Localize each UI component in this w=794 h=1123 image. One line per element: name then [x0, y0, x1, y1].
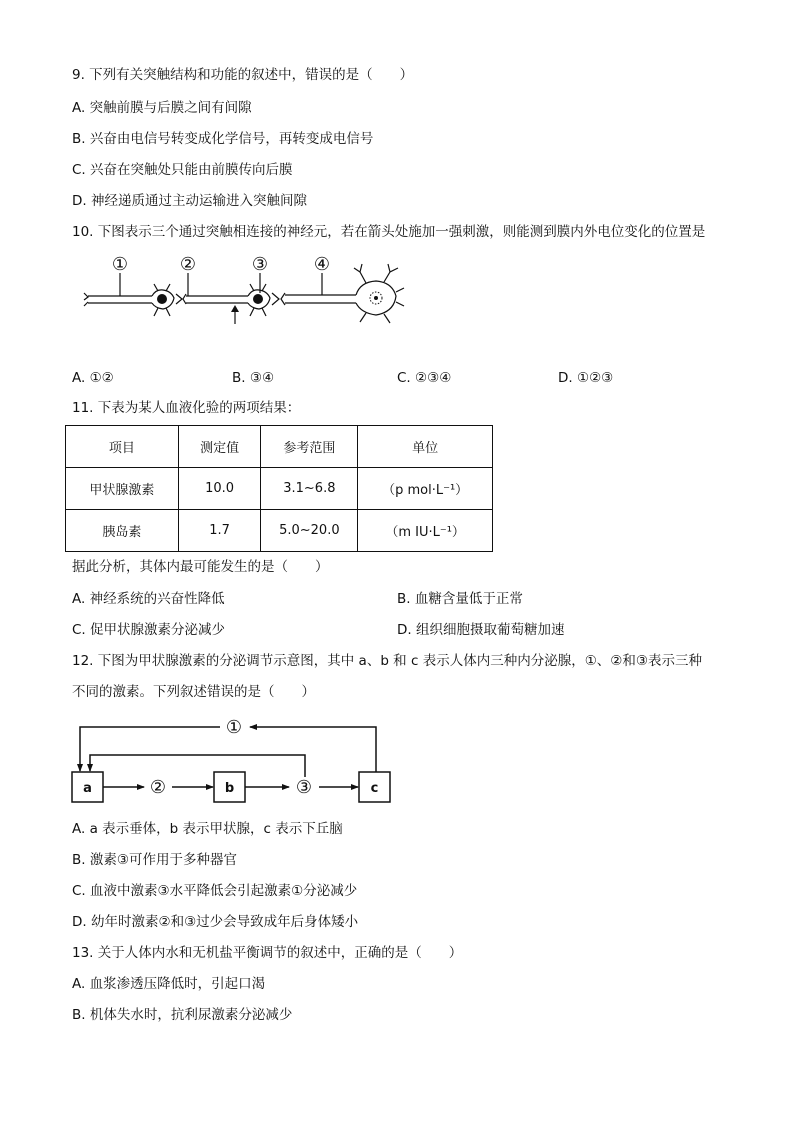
thyroid-regulation-diagram — [60, 705, 405, 813]
table-cell: 10.0 — [178, 468, 261, 510]
hormone-label-1: ① — [225, 717, 243, 738]
gland-label-b: b — [224, 781, 235, 796]
q11-option-b: B. 血糖含量低于正常 — [397, 591, 523, 607]
blood-test-table — [65, 425, 493, 552]
feedback-arrow-3-to-a — [90, 755, 305, 777]
q13-option-a: A. 血浆渗透压降低时，引起口渴 — [72, 976, 266, 992]
header-cell: 参考范围 — [261, 426, 358, 468]
q9-stem: 9. 下列有关突触结构和功能的叙述中，错误的是（ ） — [72, 67, 414, 83]
stimulus-arrowhead — [231, 305, 239, 312]
table-cell: （p mol·L⁻¹） — [358, 468, 493, 510]
q9-option-a: A. 突触前膜与后膜之间有间隙 — [72, 100, 252, 116]
q13-stem: 13. 关于人体内水和无机盐平衡调节的叙述中，正确的是（ ） — [72, 945, 463, 961]
q10-option-b: B. ③④ — [232, 370, 275, 386]
q11-option-c: C. 促甲状腺激素分泌减少 — [72, 622, 226, 638]
header-cell: 测定值 — [178, 426, 261, 468]
q9-option-d: D. 神经递质通过主动运输进入突触间隙 — [72, 193, 307, 209]
table-cell: 5.0~20.0 — [261, 510, 358, 552]
synapse-2 — [272, 293, 279, 305]
label-4: ④ — [313, 254, 331, 275]
q12-option-c: C. 血液中激素③水平降低会引起激素①分泌减少 — [72, 883, 358, 899]
q11-question: 据此分析，其体内最可能发生的是（ ） — [72, 559, 329, 575]
table-cell: 3.1~6.8 — [261, 468, 358, 510]
table-header-row — [66, 426, 493, 468]
neuron-chain-diagram — [70, 248, 415, 330]
q12-stem-line-2: 不同的激素。下列叙述错误的是（ ） — [72, 684, 315, 700]
hormone-label-2: ② — [149, 777, 167, 798]
table-row — [66, 510, 493, 552]
table-row — [66, 468, 493, 510]
arrow-1-to-a — [80, 727, 220, 771]
label-1: ① — [111, 254, 129, 275]
q12-option-b: B. 激素③可作用于多种器官 — [72, 852, 237, 868]
nucleus-2 — [157, 294, 167, 304]
q12-stem-line-1: 12. 下图为甲状腺激素的分泌调节示意图，其中 a、b 和 c 表示人体内三种内分泌腺，①、②和③表示三种 — [72, 653, 702, 669]
table-cell: 甲状腺激素 — [66, 468, 179, 510]
table-cell: 1.7 — [178, 510, 261, 552]
table-cell: （m IU·L⁻¹） — [358, 510, 493, 552]
gland-label-a: a — [83, 781, 92, 796]
hormone-label-3: ③ — [295, 777, 313, 798]
q11-stem: 11. 下表为某人血液化验的两项结果： — [72, 400, 301, 416]
q9-option-b: B. 兴奋由电信号转变成化学信号，再转变成电信号 — [72, 131, 374, 147]
q11-option-d: D. 组织细胞摄取葡萄糖加速 — [397, 622, 565, 638]
nucleolus-4 — [374, 296, 378, 300]
label-2: ② — [179, 254, 197, 275]
q11-option-a: A. 神经系统的兴奋性降低 — [72, 591, 225, 607]
header-cell: 项目 — [66, 426, 179, 468]
q10-option-c: C. ②③④ — [397, 370, 452, 386]
q10-option-d: D. ①②③ — [558, 370, 614, 386]
arrow-c-to-1 — [250, 727, 376, 772]
gland-label-c: c — [370, 781, 379, 796]
neuron-2 — [183, 294, 248, 304]
neuron-1 — [84, 293, 152, 306]
q12-option-d: D. 幼年时激素②和③过少会导致成年后身体矮小 — [72, 914, 359, 930]
axon-terminal — [281, 293, 285, 305]
neuron-3 — [281, 264, 404, 323]
label-3: ③ — [251, 254, 269, 275]
q9-option-c: C. 兴奋在突触处只能由前膜传向后膜 — [72, 162, 293, 178]
q12-option-a: A. a 表示垂体，b 表示甲状腺，c 表示下丘脑 — [72, 821, 343, 837]
q13-option-b: B. 机体失水时，抗利尿激素分泌减少 — [72, 1007, 293, 1023]
nucleus-3 — [253, 294, 263, 304]
header-cell: 单位 — [358, 426, 493, 468]
synapse-1 — [176, 294, 182, 304]
axon-terminal — [84, 293, 88, 306]
axon-terminal — [183, 294, 186, 304]
q10-option-a: A. ①② — [72, 370, 114, 386]
table-cell: 胰岛素 — [66, 510, 179, 552]
q10-stem: 10. 下图表示三个通过突触相连接的神经元，若在箭头处施加一强刺激，则能测到膜内外电位变化的位置是 — [72, 224, 706, 240]
